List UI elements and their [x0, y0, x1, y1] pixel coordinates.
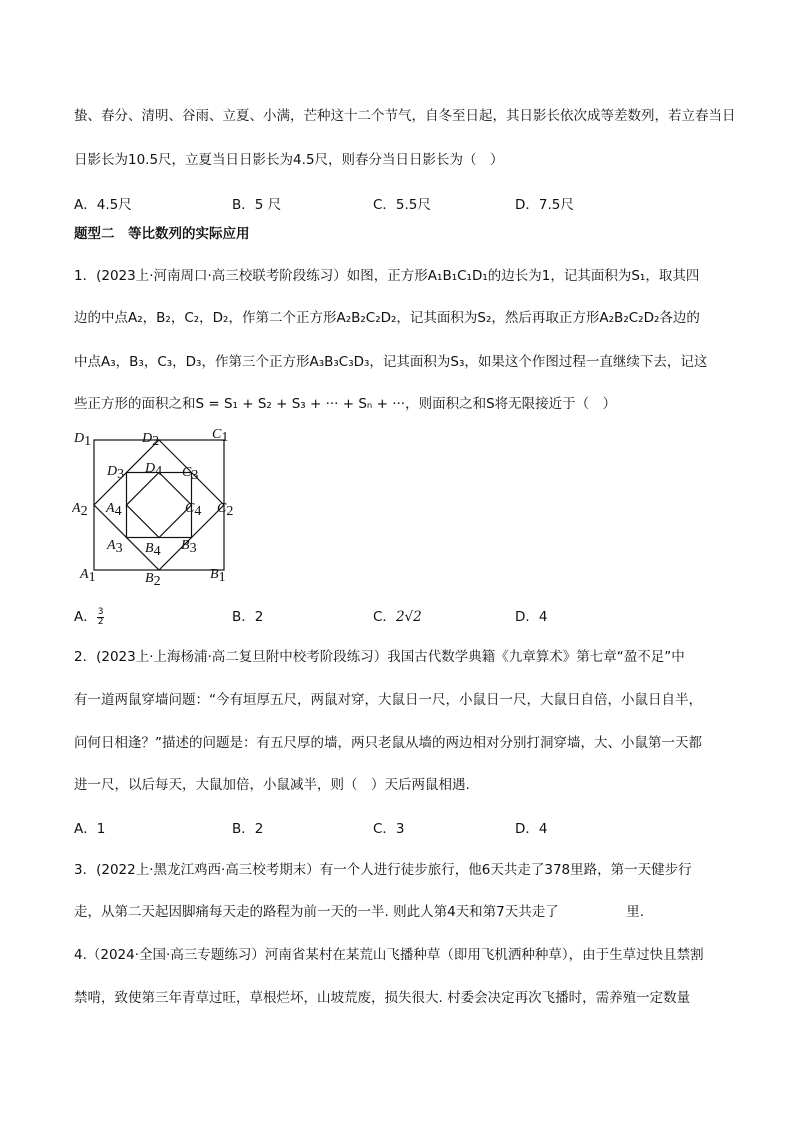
question-3-line: 3．(2022上·黑龙江鸡西·高三校考期末）有一个人进行徒步旅行，他6天共走了378里路，第一天健步行 — [74, 862, 692, 878]
question-1-line: 1．(2023上·河南周口·高三校联考阶段练习）如图，正方形A₁B₁C₁D₁的边长为1，记其面积为S₁，取其四 — [74, 268, 700, 284]
fraction-denominator: 2 — [97, 616, 104, 627]
question-2-line: 有一道两鼠穿墙问题：“今有垣厚五尺，两鼠对穿，大鼠日一尺，小鼠日一尺，大鼠日自倍，小鼠日自半， — [74, 692, 702, 708]
option-c-expression: 2√2 — [395, 609, 422, 625]
options-row — [74, 193, 754, 213]
nested-squares-figure — [72, 428, 242, 590]
vertex-label-b3: B3 — [181, 538, 197, 556]
square-4 — [127, 473, 192, 538]
option-d: D．7.5尺 — [515, 197, 574, 213]
question-2-line: 进一尺，以后每天，大鼠加倍，小鼠减半，则（ ）天后两鼠相遇. — [74, 777, 470, 793]
vertex-label-c1: C1 — [212, 428, 229, 445]
option-b: B．2 — [232, 609, 264, 625]
vertex-label-a1: A1 — [80, 567, 96, 585]
question-4-line: 4.（2024·全国·高三专题练习）河南省某村在某荒山飞播种草（即用飞机洒种种草），由于生草过快且禁割 — [74, 947, 704, 963]
question-1-line: 边的中点A₂，B₂，C₂，D₂，作第二个正方形A₂B₂C₂D₂，记其面积为S₂，然后再取正方形A₂B₂C₂D₂各边的 — [74, 310, 700, 326]
option-c: C．5.5尺 — [373, 197, 431, 213]
question-2-line: 问何日相逢？”描述的问题是：有五尺厚的墙，两只老鼠从墙的两边相对分别打洞穿墙，大、小鼠第一天都 — [74, 735, 702, 751]
option-a — [74, 605, 104, 627]
vertex-label-d3: D3 — [107, 464, 125, 482]
option-d: D．4 — [515, 821, 548, 837]
vertex-label-c2: C2 — [217, 501, 234, 519]
option-a-prefix: A． — [74, 609, 97, 625]
vertex-label-d4: D4 — [145, 461, 163, 479]
option-b: B．5 尺 — [232, 197, 282, 213]
vertex-label-b2: B2 — [145, 571, 161, 589]
vertex-label-a4: A4 — [106, 501, 122, 519]
options-row — [74, 817, 754, 837]
square-3 — [127, 473, 192, 538]
text-line: 日影长为10.5尺，立夏当日日影长为4.5尺，则春分当日日影长为（ ） — [74, 152, 504, 168]
vertex-label-d1: D1 — [74, 431, 92, 449]
section-heading: 题型二 等比数列的实际应用 — [74, 226, 250, 242]
vertex-label-a3: A3 — [107, 538, 123, 556]
option-d: D．4 — [515, 609, 548, 625]
option-a: A．1 — [74, 821, 106, 837]
option-c: C．3 — [373, 821, 405, 837]
option-c — [373, 605, 422, 625]
question-1-line: 些正方形的面积之和S = S₁ + S₂ + S₃ + ··· + Sₙ + ···，则面积之和S将无限接近于（ ） — [74, 396, 617, 412]
question-2-line: 2．(2023上·上海杨浦·高二复旦附中校考阶段练习）我国古代数学典籍《九章算术》第七章“盈不足”中 — [74, 649, 685, 665]
fraction-numerator: 3 — [97, 606, 104, 617]
vertex-label-a2: A2 — [72, 501, 88, 519]
option-c-prefix: C． — [373, 609, 396, 625]
question-3-line: 走，从第二天起因脚痛每天走的路程为前一天的一半. 则此人第4天和第7天共走了 里. — [74, 904, 645, 920]
vertex-label-d2: D2 — [142, 431, 160, 449]
vertex-label-b4: B4 — [145, 541, 161, 559]
text-line: 蛰、春分、清明、谷雨、立夏、小满，芒种这十二个节气，自冬至日起，其日影长依次成等差数列，若立春当日 — [74, 108, 736, 124]
vertex-label-c4: C4 — [185, 501, 202, 519]
fraction — [97, 608, 105, 627]
option-a: A．4.5尺 — [74, 197, 132, 213]
question-4-line: 禁啃，致使第三年青草过旺，草根烂坏，山坡荒废，损失很大. 村委会决定再次飞播时，需养殖一定数量 — [74, 990, 691, 1006]
vertex-label-c3: C3 — [182, 465, 199, 483]
question-1-line: 中点A₃，B₃，C₃，D₃，作第三个正方形A₃B₃C₃D₃，记其面积为S₃，如果这个作图过程一直继续下去，记这 — [74, 354, 708, 370]
vertex-label-b1: B1 — [210, 567, 226, 585]
option-b: B．2 — [232, 821, 264, 837]
options-row — [74, 605, 754, 625]
